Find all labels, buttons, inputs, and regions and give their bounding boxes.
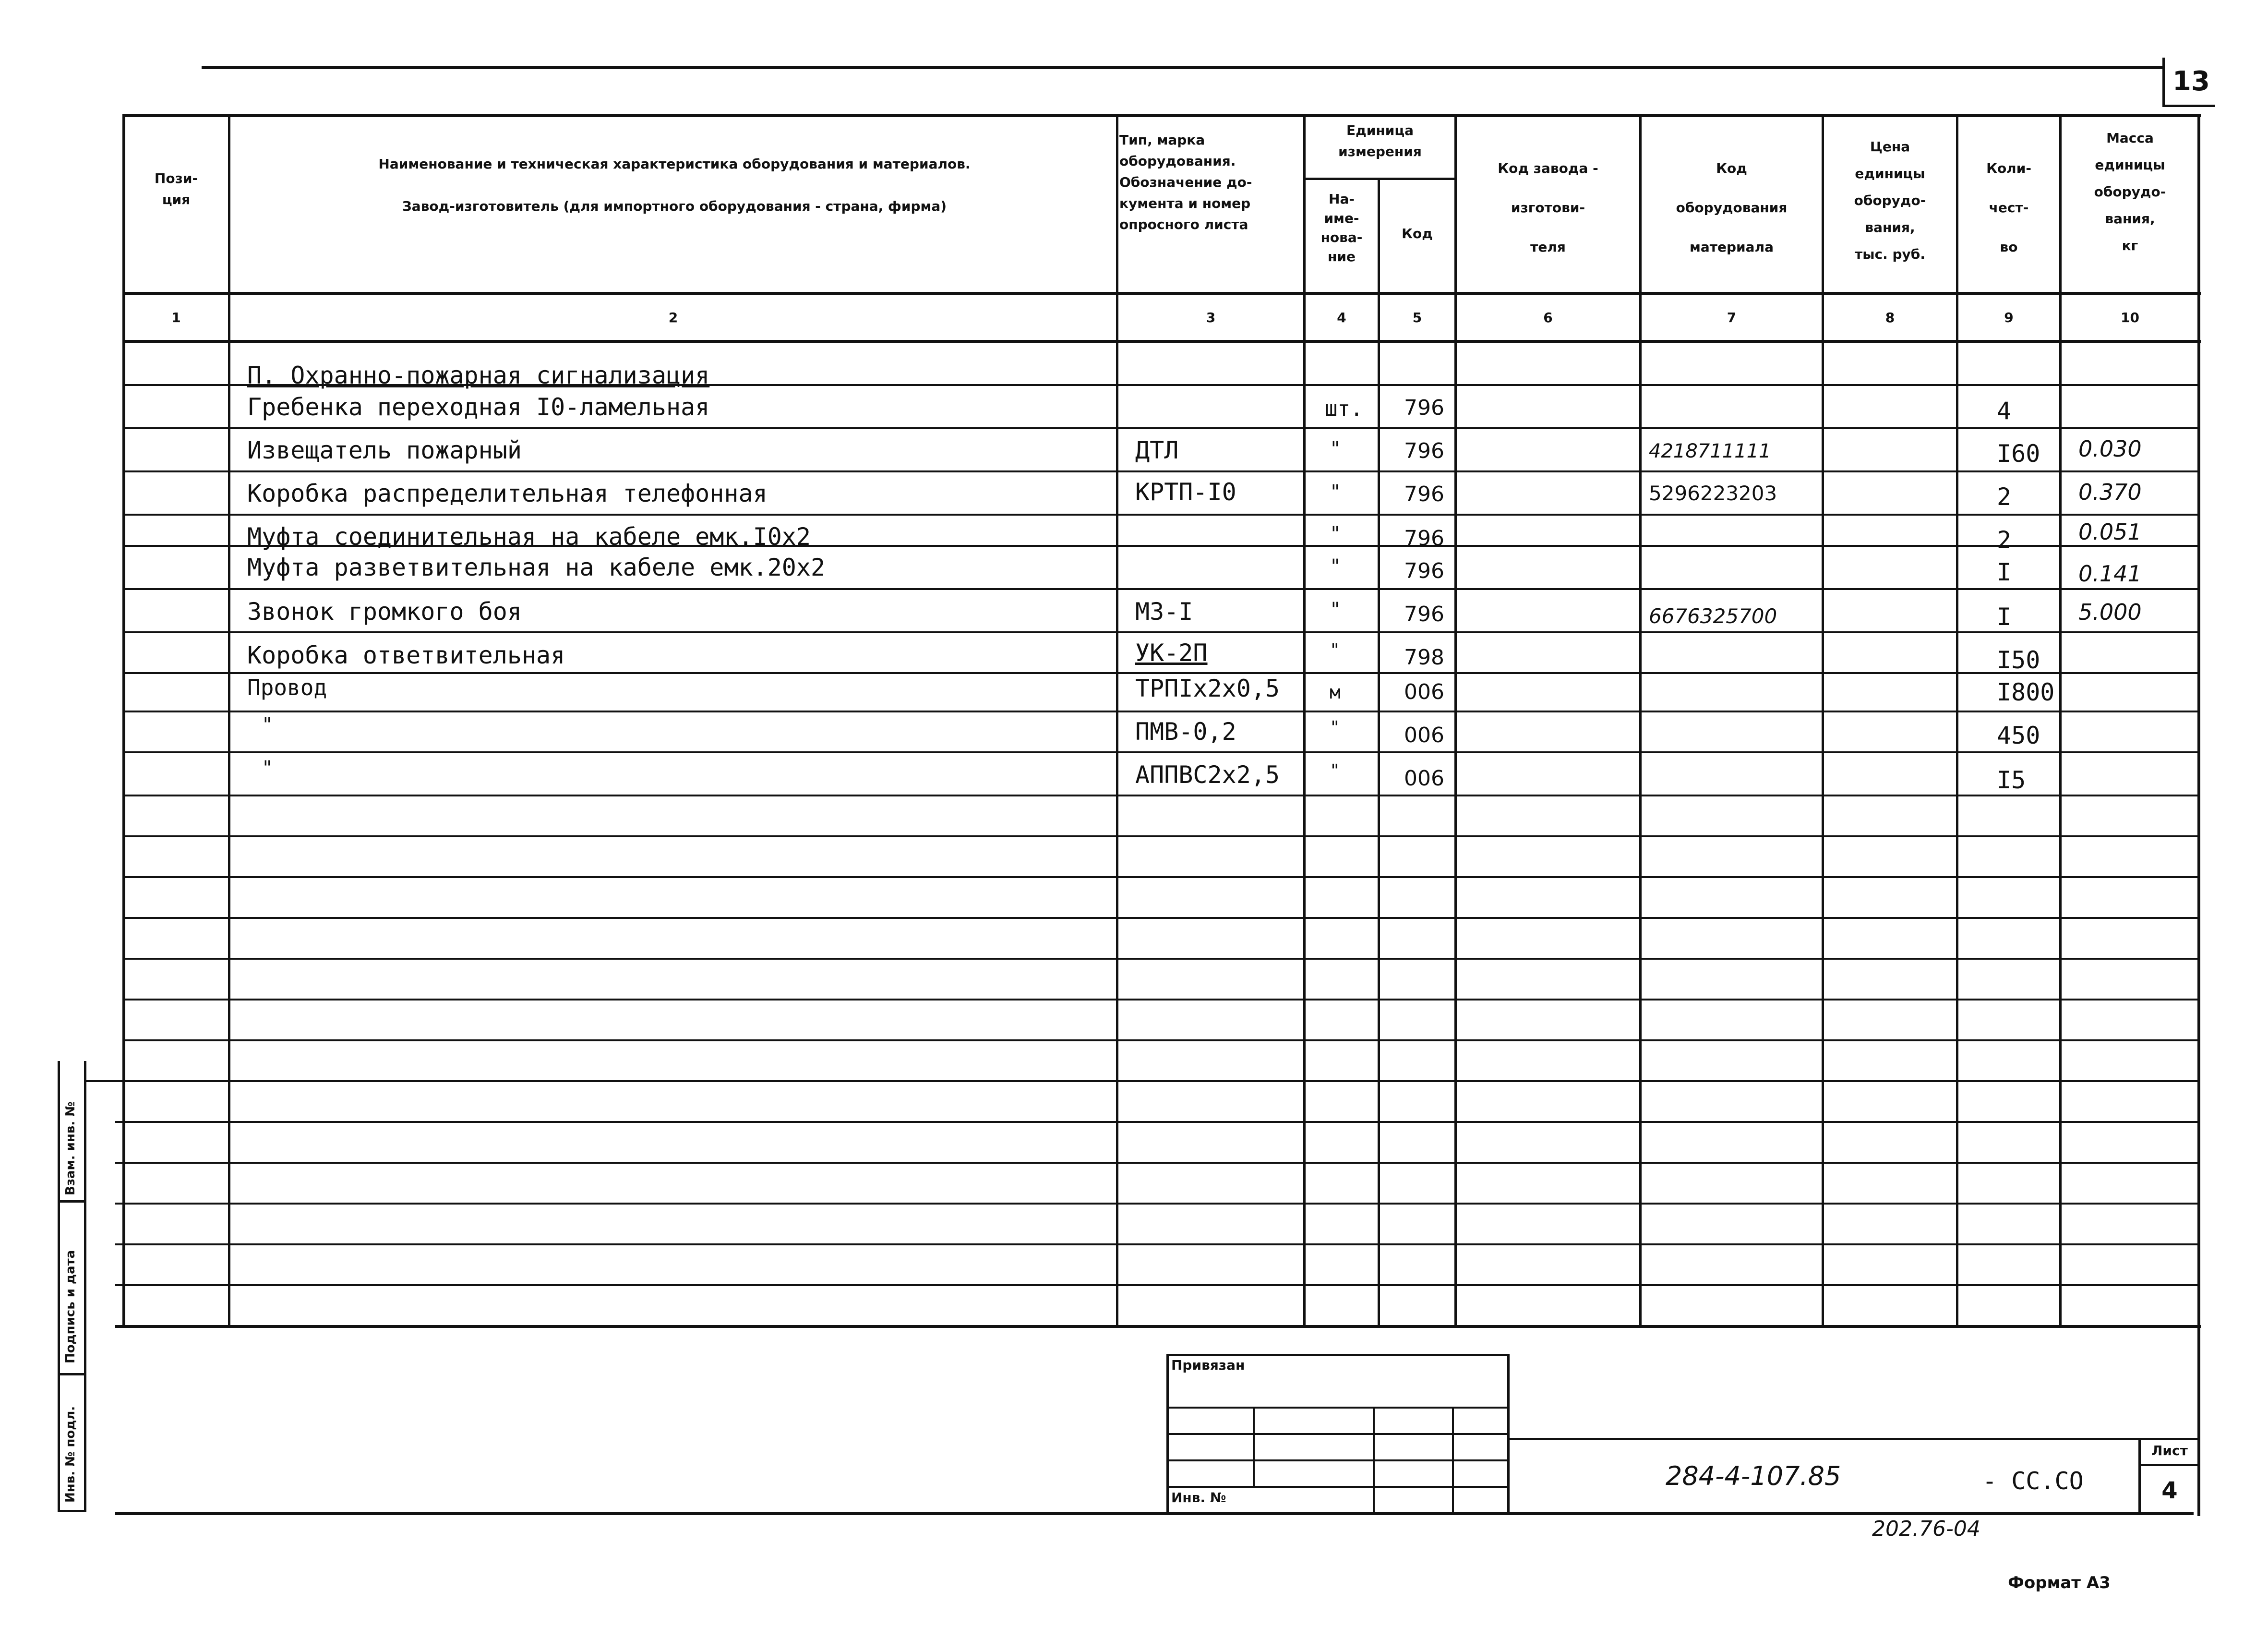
col-line-2 (1116, 114, 1118, 1326)
row-5-unit: " (1330, 555, 1342, 578)
row-8-name: Провод (247, 675, 327, 700)
col-line-9 (2059, 114, 2062, 1326)
row-7-type: УК-2П (1135, 639, 1208, 667)
sheet-value: 4 (2161, 1477, 2178, 1504)
row-1-qty: 4 (1997, 397, 2012, 425)
corner-box-left (2162, 58, 2165, 106)
header-name: Наименование и техническая характеристика оборудования и материалов. Завод-изготовитель (для импортного оборудования - страна, фирма) (378, 156, 971, 214)
row-rule (122, 835, 2198, 837)
table-bottom (115, 1325, 2201, 1328)
row-rule (122, 588, 2198, 590)
row-rule (122, 999, 2198, 1000)
row-2-unit: " (1330, 438, 1342, 460)
row-9-code: 006 (1404, 723, 1444, 747)
row-rule (122, 1039, 2198, 1041)
row-6-unit: " (1330, 599, 1342, 621)
row-4-mass: 0.051 (2078, 519, 2142, 545)
row-4-unit: " (1330, 523, 1342, 545)
sheet-label: Лист (2151, 1443, 2188, 1458)
row-rule (115, 1203, 2198, 1205)
header-bottom (122, 292, 2201, 295)
row-8-type: ТРПIх2х0,5 (1135, 675, 1280, 702)
row-rule (122, 470, 2198, 472)
col-line-3 (1303, 114, 1306, 1326)
row-7-unit: " (1330, 640, 1340, 660)
row-rule (122, 711, 2198, 712)
row-rule (122, 751, 2198, 753)
row-9-type: ПМВ-0,2 (1135, 718, 1236, 746)
bottom-handwritten-number: 202.76-04 (1872, 1517, 1980, 1541)
row-7-qty: I50 (1997, 646, 2040, 674)
row-10-code: 006 (1404, 766, 1444, 791)
row-3-type: КРТП-I0 (1135, 478, 1236, 506)
row-10-unit: " (1330, 761, 1340, 781)
row-6-name: Звонок громкого боя (247, 598, 522, 626)
row-1-code: 796 (1404, 396, 1444, 420)
header-mass: Масса единицы оборудо- вания, кг (2094, 130, 2166, 253)
header-quantity: Коли- чест- во (1986, 160, 2031, 255)
format-label: Формат А3 (2008, 1573, 2111, 1592)
col-line-8 (1956, 114, 1958, 1326)
row-9-qty: 450 (1997, 722, 2040, 749)
row-4-code: 796 (1404, 526, 1444, 551)
row-rule (122, 795, 2198, 796)
row-3-code: 796 (1404, 482, 1444, 506)
row-5-code: 796 (1404, 559, 1444, 583)
corner-box-bottom (2162, 105, 2215, 107)
col-line-6 (1639, 114, 1642, 1326)
row-2-code: 796 (1404, 439, 1444, 463)
header-price: Цена единицы оборудо- вания, тыс. руб. (1854, 139, 1926, 262)
row-6-mass: 5.000 (2078, 599, 2142, 625)
row-6-qty: I (1997, 603, 2012, 631)
row-7-code: 798 (1404, 645, 1444, 670)
row-3-unit: " (1330, 481, 1342, 503)
unit-subheader-line (1303, 178, 1457, 180)
side-block-left (58, 1061, 60, 1512)
row-3-mass: 0.370 (2078, 479, 2142, 505)
row-rule (122, 514, 2198, 516)
col-line-0 (122, 114, 125, 1326)
side-sep-2 (58, 1373, 86, 1375)
row-rule (115, 1080, 2198, 1082)
row-5-mass: 0.141 (2078, 561, 2142, 587)
row-10-name: " (262, 757, 274, 779)
header-position: Пози- ция (154, 170, 198, 207)
col-number-10: 10 (2121, 310, 2139, 325)
stamp-col-3 (1452, 1407, 1454, 1515)
numbers-bottom (122, 340, 2201, 343)
row-8-qty: I800 (1997, 678, 2055, 706)
side-sep-1 (58, 1200, 86, 1203)
header-unit-code: Код (1402, 226, 1433, 241)
stamp-row-1 (1166, 1407, 1510, 1409)
sheet-corner-number: 13 (2172, 66, 2210, 97)
row-1-name: Гребенка переходная I0-ламельная (247, 393, 710, 421)
row-2-type: ДТЛ (1135, 436, 1179, 464)
col-number-7: 7 (1727, 310, 1737, 325)
row-2-name: Извещатель пожарный (247, 436, 522, 464)
col-number-5: 5 (1412, 310, 1422, 325)
stamp-privyazan: Привязан (1171, 1357, 1245, 1373)
row-9-unit: " (1330, 718, 1340, 737)
col-number-3: 3 (1206, 310, 1216, 325)
row-rule (122, 876, 2198, 878)
row-3-qty: 2 (1997, 483, 2012, 511)
doc-suffix: - СС.СО (1982, 1467, 2084, 1495)
col-number-4: 4 (1337, 310, 1346, 325)
row-rule (115, 1243, 2198, 1245)
side-label-replace-inv: Взам. инв. № (63, 1101, 78, 1195)
row-4-qty: 2 (1997, 526, 2012, 554)
doc-number: 284-4-107.85 (1666, 1461, 1841, 1491)
col-line-7 (1822, 114, 1824, 1326)
header-equipment-code: Код оборудования материала (1676, 160, 1788, 255)
row-8-unit: м (1330, 682, 1341, 703)
row-5-qty: I (1997, 558, 2012, 586)
stamp-col-1 (1253, 1407, 1255, 1486)
row-8-code: 006 (1404, 680, 1444, 704)
row-2-qty: I60 (1997, 440, 2040, 468)
side-block-bottom (58, 1510, 86, 1512)
row-rule (115, 1162, 2198, 1164)
side-label-signature-date: Подпись и дата (63, 1250, 78, 1363)
stamp-col-2 (1373, 1407, 1375, 1515)
col-number-9: 9 (2004, 310, 2014, 325)
row-6-equipment-code: 6676325700 (1649, 604, 1777, 628)
title-top (1507, 1438, 2198, 1440)
row-rule (122, 427, 2198, 429)
row-rule (122, 958, 2198, 960)
top-rule (202, 66, 2165, 69)
row-rule (122, 917, 2198, 919)
row-3-equipment-code: 5296223203 (1649, 482, 1777, 505)
section-title: П. Охранно-пожарная сигнализация (247, 362, 710, 389)
row-9-name: " (262, 714, 274, 736)
col-number-2: 2 (668, 310, 678, 325)
stamp-row-3 (1166, 1459, 1510, 1461)
row-rule (115, 1284, 2198, 1286)
col-number-1: 1 (171, 310, 181, 325)
row-2-mass: 0.030 (2078, 436, 2142, 462)
col-number-6: 6 (1543, 310, 1553, 325)
col-number-8: 8 (1885, 310, 1895, 325)
row-2-equipment-code: 4218711111 (1649, 440, 1771, 462)
row-rule (122, 631, 2198, 633)
side-dash (86, 1080, 211, 1082)
row-5-name: Муфта разветвительная на кабеле емк.20х2 (247, 554, 826, 581)
row-7-name: Коробка ответвительная (247, 641, 565, 669)
row-10-type: АППВС2х2,5 (1135, 761, 1280, 789)
col-line-1 (228, 114, 230, 1326)
row-rule (115, 1121, 2198, 1123)
side-label-inv-original: Инв. № подл. (63, 1406, 78, 1503)
stamp-row-2 (1166, 1433, 1510, 1435)
row-3-name: Коробка распределительная телефонная (247, 480, 768, 507)
header-unit-name: На- име- нова- ние (1320, 191, 1363, 265)
col-line-5 (1454, 114, 1457, 1326)
row-4-name: Муфта соединительная на кабеле емк.I0х2 (247, 523, 811, 551)
sheet-box-mid (2138, 1464, 2198, 1466)
table-top (122, 114, 2201, 117)
stamp-inv-no: Инв. № (1171, 1490, 1226, 1506)
row-10-qty: I5 (1997, 766, 2026, 794)
side-block-right (84, 1061, 86, 1512)
row-6-type: МЗ-I (1135, 598, 1193, 626)
row-1-unit: шт. (1325, 397, 1363, 421)
header-unit-group: Единица измерения (1338, 122, 1422, 159)
header-type: Тип, марка оборудования. Обозначение до- кумента и номер опросного листа (1119, 132, 1252, 232)
header-manufacturer-code: Код завода - изготови- теля (1498, 160, 1598, 255)
row-6-code: 796 (1404, 602, 1444, 627)
